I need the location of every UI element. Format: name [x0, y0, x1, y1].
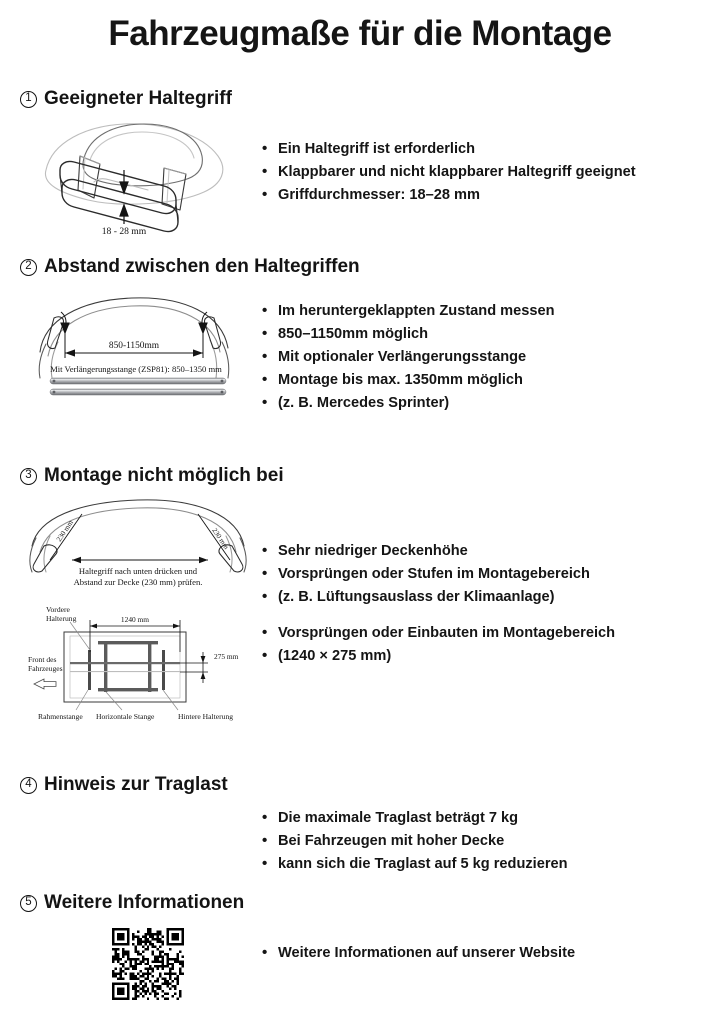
label-front-mount-line1: Vordere [46, 605, 70, 614]
section-number-3: 3 [20, 468, 37, 485]
section-1-bullet-list [262, 141, 636, 210]
list-item-text: Die maximale Traglast beträgt 7 kg [278, 810, 519, 826]
list-item-text: Griffdurchmesser: 18–28 mm [278, 187, 480, 204]
bullet-dot [262, 810, 278, 825]
list-item [262, 856, 568, 872]
list-item-text: Montage bis max. 1350mm möglich [278, 372, 523, 389]
section-3-bullet-list-1 [262, 543, 590, 612]
list-item [262, 141, 636, 157]
list-item [262, 326, 555, 342]
bullet-dot [262, 372, 278, 387]
section-5-bullet-list [262, 945, 575, 968]
extension-rod [50, 378, 226, 384]
bullet-dot [262, 187, 278, 202]
frame-width-dimension: 1240 mm [120, 615, 150, 624]
list-item-text: Vorsprüngen oder Einbauten im Montagebereich [278, 625, 616, 641]
section-heading-1 [20, 88, 232, 110]
list-item-text: Klappbarer und nicht klappbarer Haltegriff geeignet [278, 164, 636, 181]
qr-code[interactable] [112, 928, 184, 1000]
list-item-text: Ein Haltegriff ist erforderlich [278, 141, 476, 157]
section-number-4: 4 [20, 777, 37, 794]
bullet-dot [262, 395, 278, 410]
bullet-dot [262, 833, 278, 848]
section-4-bullet-list [262, 810, 568, 879]
figure-2-dimension-label: 850-1150mm [108, 341, 160, 351]
roof-caption-line-1: Haltegriff nach unten drücken und [78, 566, 198, 576]
list-item [262, 349, 555, 365]
section-heading-3 [20, 465, 284, 487]
list-item [262, 589, 590, 605]
list-item-text: Mit optionaler Verlängerungsstange [278, 349, 527, 366]
list-item-text: Weitere Informationen auf unserer Website [278, 945, 576, 961]
bullet-dot [262, 945, 278, 960]
list-item [262, 810, 568, 826]
section-title-4: Hinweis zur Traglast [44, 774, 228, 795]
bullet-dot [262, 566, 278, 581]
frame-height-dimension: 275 mm [214, 652, 239, 661]
list-item [262, 648, 615, 664]
bullet-dot [262, 349, 278, 364]
section-title-2: Abstand zwischen den Haltegriffen [44, 256, 360, 277]
page-title: Fahrzeugmaße für die Montage [108, 14, 612, 53]
grab-handle-diameter-diagram [38, 112, 248, 237]
list-item-text: (1240 × 275 mm) [278, 648, 392, 665]
list-item-text: Im heruntergeklappten Zustand messen [278, 303, 555, 319]
section-2-bullet-list [262, 303, 555, 418]
section-title-5: Weitere Informationen [44, 892, 245, 913]
section-heading-2 [20, 256, 360, 278]
list-item [262, 164, 636, 180]
section-title-1: Geeigneter Haltegriff [44, 88, 232, 109]
figure-2-extension-note: Mit Verlängerungsstange (ZSP81): 850–1350 mm [50, 364, 222, 374]
list-item-text: Vorsprüngen oder Stufen im Montagebereich [278, 566, 590, 583]
bullet-dot [262, 326, 278, 341]
section-3-bullet-list-2 [262, 625, 615, 671]
roof-clearance-diagram [26, 494, 256, 586]
list-item-text: Bei Fahrzeugen mit hoher Decke [278, 833, 505, 850]
figure-1-caption: 18 - 28 mm [101, 226, 147, 237]
list-item-text: 850–1150mm möglich [278, 326, 429, 343]
mounting-frame-diagram [26, 600, 266, 722]
list-item [262, 187, 636, 203]
list-item [262, 395, 555, 411]
bullet-dot [262, 141, 278, 156]
bullet-dot [262, 543, 278, 558]
label-vehicle-front-line1: Front des [28, 655, 57, 664]
list-item [262, 833, 568, 849]
bullet-dot [262, 164, 278, 179]
list-item [262, 566, 590, 582]
roof-right-dimension: 230 mm [210, 526, 231, 551]
list-item [262, 543, 590, 559]
list-item-text: Sehr niedriger Deckenhöhe [278, 543, 468, 559]
label-rear-mount: Hintere Halterung [178, 712, 234, 721]
label-horizontal-bar: Horizontale Stange [96, 712, 155, 721]
roof-caption-line-2: Abstand zur Decke (230 mm) prüfen. [73, 577, 203, 587]
bullet-dot [262, 648, 278, 663]
extension-rod-second [36, 386, 256, 400]
vehicle-front-arrow-icon [34, 679, 56, 689]
roof-left-dimension: 230 mm [55, 518, 75, 544]
handle-spacing-diagram [36, 286, 256, 394]
list-item [262, 303, 555, 319]
section-number-5: 5 [20, 895, 37, 912]
bullet-dot [262, 625, 278, 640]
list-item-text: (z. B. Lüftungsauslass der Klimaanlage) [278, 589, 555, 606]
section-number-1: 1 [20, 91, 37, 108]
label-vehicle-front-line2: Fahrzeuges [28, 664, 63, 673]
section-number-2: 2 [20, 259, 37, 276]
list-item [262, 372, 555, 388]
list-item-text: (z. B. Mercedes Sprinter) [278, 395, 450, 412]
bullet-dot [262, 589, 278, 604]
section-title-3: Montage nicht möglich bei [44, 465, 284, 486]
section-heading-4 [20, 774, 228, 796]
list-item [262, 945, 575, 961]
list-item-text: kann sich die Traglast auf 5 kg reduzieren [278, 856, 568, 873]
section-heading-5 [20, 892, 244, 914]
bullet-dot [262, 303, 278, 318]
bullet-dot [262, 856, 278, 871]
label-front-mount-line2: Halterung [46, 614, 77, 623]
label-frame-bar: Rahmenstange [38, 712, 83, 721]
list-item [262, 625, 615, 641]
